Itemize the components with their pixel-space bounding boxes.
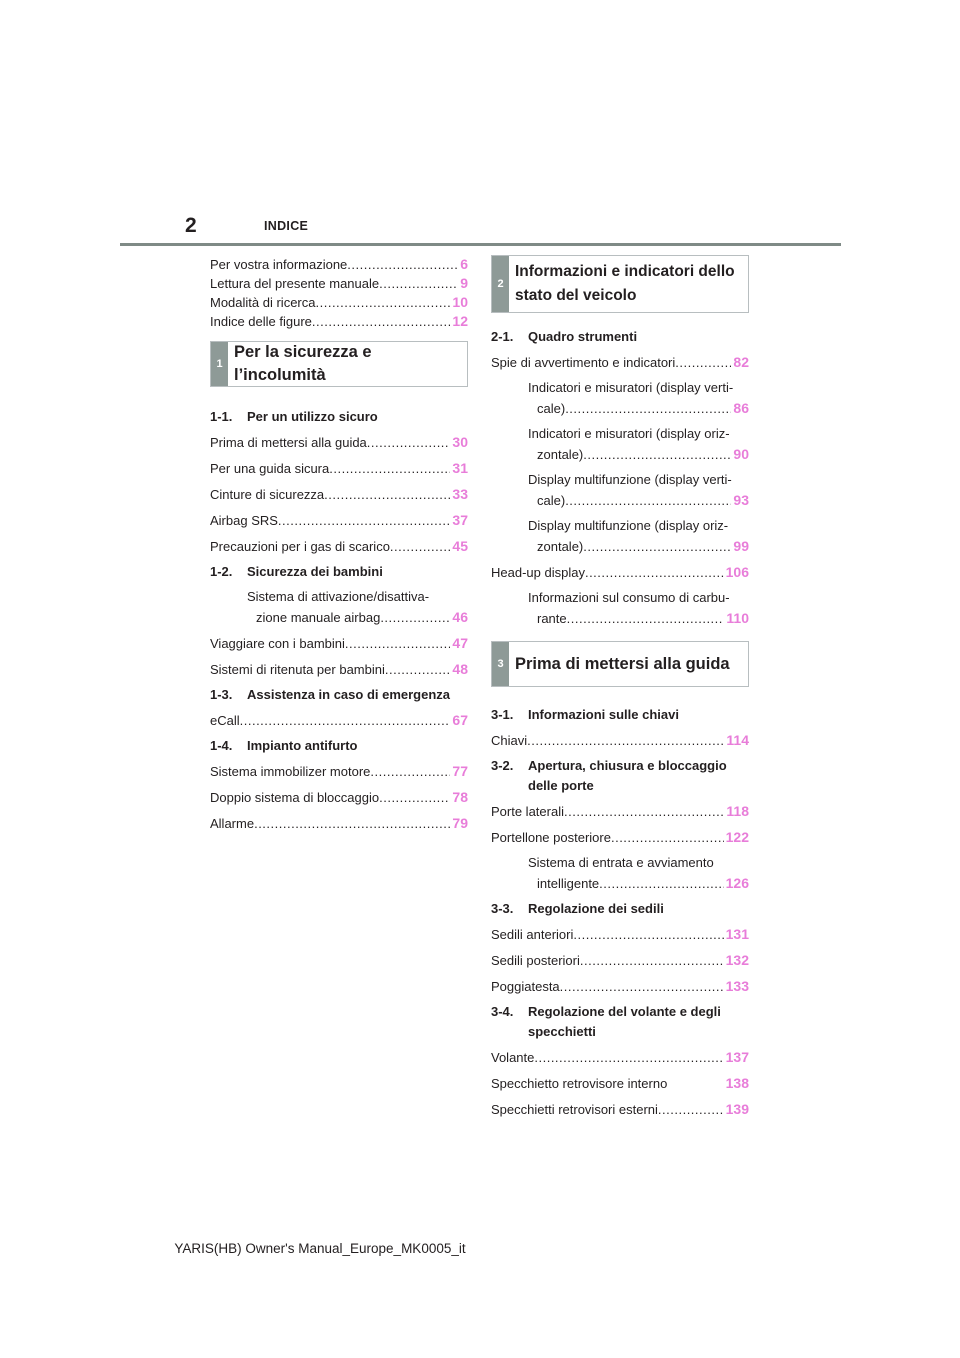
toc-entry[interactable]: Prima di mettersi alla guida ..... 30 (210, 432, 468, 453)
page-link[interactable]: 6 (460, 256, 468, 272)
toc-entry[interactable]: Poggiatesta ..... 133 (491, 976, 749, 997)
page-link[interactable]: 46 (452, 609, 468, 625)
chapter-heading-2[interactable] (491, 255, 749, 313)
page-link[interactable]: 132 (725, 952, 749, 968)
left-column (210, 255, 468, 839)
page-link[interactable]: 67 (452, 712, 468, 728)
right-column (491, 255, 749, 1125)
intro-list (210, 255, 468, 331)
page-link[interactable]: 9 (460, 275, 468, 291)
page-link[interactable]: 48 (452, 661, 468, 677)
page-link[interactable]: 86 (733, 400, 749, 416)
page-link[interactable]: 77 (452, 763, 468, 779)
chapter-heading-1[interactable] (210, 341, 468, 387)
toc-entry[interactable] (210, 274, 468, 293)
page-link[interactable]: 37 (452, 512, 468, 528)
toc-entry[interactable]: Indicatori e misuratori (display verti- cale) ..... 86 (491, 378, 749, 419)
page-link[interactable]: 90 (733, 446, 749, 462)
section-heading: 3-4. Regolazione del volante e degli specchietti (491, 1004, 721, 1039)
toc-entry[interactable]: Display multifunzione (display verti- cale) ..... 93 (491, 470, 749, 511)
chapter-title: Informazioni e indicatori dello stato del veicolo (515, 263, 735, 304)
page-link[interactable]: 122 (725, 829, 749, 845)
page-link[interactable]: 82 (733, 354, 749, 370)
section-heading: 1-3. Assistenza in caso di emergenza (210, 687, 451, 702)
toc-entry[interactable]: Specchietti retrovisori esterni ..... 139 (491, 1099, 749, 1120)
toc-entry[interactable]: Head-up display ..... 106 (491, 562, 749, 583)
section-heading: 3-2. Apertura, chiusura e bloccaggio delle porte (491, 758, 727, 793)
toc-entry[interactable] (210, 255, 468, 274)
footer-text: YARIS(HB) Owner's Manual_Europe_MK0005_it (174, 1241, 466, 1256)
page-link[interactable]: 139 (725, 1101, 749, 1117)
toc-entry-text: Indice delle figure (210, 314, 312, 329)
toc-entry[interactable]: Sistema di attivazione/disattiva- zione manuale airbag ..... 46 (210, 587, 468, 628)
toc-entry-text: Modalità di ricerca (210, 295, 316, 310)
toc-entry[interactable]: Indicatori e misuratori (display oriz- zontale) ..... 90 (491, 424, 749, 465)
toc-entry[interactable]: Specchietto retrovisore interno 138 (491, 1075, 749, 1091)
page-link[interactable]: 114 (726, 732, 749, 748)
section-heading: 2-1. Quadro strumenti (491, 329, 638, 344)
header-divider (120, 243, 841, 246)
toc-entry[interactable]: Porte laterali ..... 118 (491, 801, 749, 822)
toc-entry[interactable]: Portellone posteriore ..... 122 (491, 827, 749, 848)
page-link[interactable]: 79 (452, 815, 468, 831)
page-link[interactable]: 99 (733, 538, 749, 554)
chapter-title: Prima di mettersi alla guida (515, 654, 730, 673)
page-link[interactable]: 110 (726, 610, 749, 626)
page-link[interactable]: 31 (452, 460, 468, 476)
page-link[interactable]: 30 (452, 434, 468, 450)
chapter-tab: 3 (492, 642, 509, 686)
toc-entry[interactable]: Spie di avvertimento e indicatori ..... 82 (491, 352, 749, 373)
toc-entry[interactable]: Cinture di sicurezza ..... 33 (210, 484, 468, 505)
page-link[interactable]: 93 (733, 492, 749, 508)
page-link[interactable]: 131 (725, 926, 749, 942)
toc-entry[interactable]: Volante ..... 137 (491, 1047, 749, 1068)
toc-entry[interactable]: Sistemi di ritenuta per bambini ..... 48 (210, 659, 468, 680)
toc-entry[interactable]: Airbag SRS ..... 37 (210, 510, 468, 531)
chapter-title: Per la sicurezza e l’incolumità (234, 343, 372, 384)
toc-entry[interactable]: Doppio sistema di bloccaggio ..... 78 (210, 787, 468, 808)
toc-entry[interactable]: Per una guida sicura ..... 31 (210, 458, 468, 479)
section-heading: 3-3. Regolazione dei sedili (491, 901, 664, 916)
toc-entry[interactable]: Chiavi ..... 114 (491, 730, 749, 751)
page-number: 2 (185, 214, 197, 237)
page-link[interactable]: 45 (452, 538, 468, 554)
page-link[interactable]: 33 (452, 486, 468, 502)
toc-entry-text: Lettura del presente manuale (210, 276, 380, 291)
toc-entry[interactable]: Display multifunzione (display oriz- zontale) ..... 99 (491, 516, 749, 557)
toc-entry[interactable]: Sedili posteriori ..... 132 (491, 950, 749, 971)
chapter-heading-3[interactable] (491, 641, 749, 687)
toc-entry[interactable]: Sedili anteriori ..... 131 (491, 924, 749, 945)
section-title: INDICE (264, 219, 309, 233)
page-link[interactable]: 118 (726, 803, 749, 819)
page-link[interactable]: 78 (452, 789, 468, 805)
section-heading: 3-1. Informazioni sulle chiavi (491, 707, 679, 722)
page-link[interactable]: 10 (452, 294, 468, 310)
toc-entry[interactable]: Informazioni sul consumo di carbu- rante ..... 110 (491, 588, 749, 629)
chapter-tab: 1 (211, 342, 228, 386)
toc-entry-text: Per vostra informazione (210, 257, 348, 272)
toc-entry[interactable] (210, 312, 468, 331)
section-heading: 1-1. Per un utilizzo sicuro (210, 409, 378, 424)
page-link[interactable]: 106 (725, 564, 749, 580)
toc-entry[interactable]: Precauzioni per i gas di scarico ..... 45 (210, 536, 468, 557)
page-link[interactable]: 137 (725, 1049, 749, 1065)
toc-entry[interactable]: Allarme ..... 79 (210, 813, 468, 834)
section-heading: 1-4. Impianto antifurto (210, 738, 358, 753)
toc-entry[interactable]: Viaggiare con i bambini ..... 47 (210, 633, 468, 654)
page-link[interactable]: 126 (725, 875, 749, 891)
toc-entry[interactable]: Sistema di entrata e avviamento intelligente ..... 126 (491, 853, 749, 894)
page-link[interactable]: 138 (725, 1075, 749, 1091)
page-link[interactable]: 47 (452, 635, 468, 651)
toc-entry[interactable]: eCall ..... 67 (210, 710, 468, 731)
toc-entry[interactable] (210, 293, 468, 312)
page-link[interactable]: 12 (452, 313, 468, 329)
chapter-tab: 2 (492, 256, 509, 312)
page-link[interactable]: 133 (725, 978, 749, 994)
section-heading: 1-2. Sicurezza dei bambini (210, 564, 383, 579)
toc-entry[interactable]: Sistema immobilizer motore ..... 77 (210, 761, 468, 782)
